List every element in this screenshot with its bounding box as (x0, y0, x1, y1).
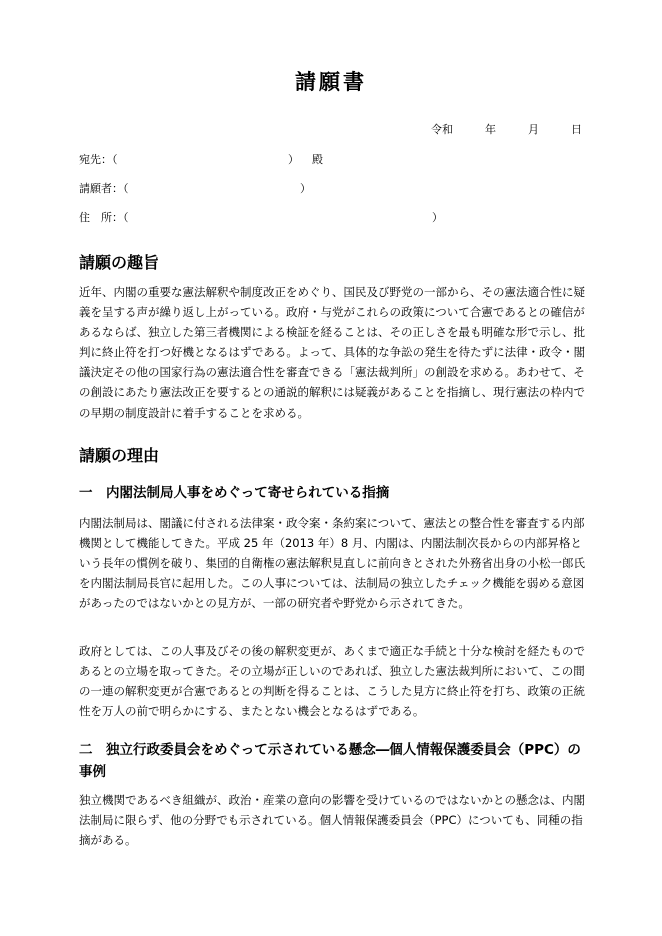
reason2-heading: 二 独立行政委員会をめぐって示されている懸念―個人情報保護委員会（PPC）の事例 (79, 742, 581, 780)
petitioner-label: 請願者：（ (79, 182, 129, 195)
reason1-paragraph1: 内閣法制局は、閣議に付される法律案・政令案・条約案について、憲法との整合性を審査する内部機関として機能してきた。平成 25 年（2013 年）8 月、内閣は、内閣法制次長からの内部昇格という長年の慣例を破り、集団的自衛権の憲法解釈見直しに前向きとされた外務省出身の小松一郎氏を内閣法制局長官に起用した。この人事については、法制局の独立したチェック機能を弱める意図があったのではないかとの見方が、一部の研究者や野党から示されてきた。 (79, 516, 585, 611)
reasons-heading: 請願の理由 (79, 446, 160, 465)
purpose-paragraph: 近年、内閣の重要な憲法解釈や制度改正をめぐり、国民及び野党の一部から、その憲法適合性に疑義を呈する声が繰り返し上がっている。政府・与党がこれらの政策について合憲であるとの確信があるならば、独立した第三者機関による検証を経ることは、その正しさを最も明確な形で示し、批判に終止符を打つ好機となるはずである。よって、具体的な争訟の発生を待たずに法律・政令・閣議決定その他の国家行為の憲法適合性を審査できる「憲法裁判所」の創設を求める。あわせて、その創設にあたり憲法改正を要するとの通説的解釈には疑義があることを指摘し、現行憲法の枠内での早期の制度設計に着手することを求める。 (79, 285, 586, 420)
date-era: 令和 (431, 123, 453, 136)
recipient-suffix: 殿 (312, 153, 323, 166)
address-field (79, 209, 443, 225)
reason1-paragraph2: 政府としては、この人事及びその後の解釈変更が、あくまで適正な手続と十分な検討を経たものであるとの立場を取ってきた。その立場が正しいのであれば、独立した憲法裁判所において、この間の一連の解釈変更が合憲であるとの判断を得ることは、こうした見方に終止符を打ち、政策の正統性を万人の前で明らかにする、またとない機会となるはずである。 (79, 644, 585, 719)
recipient-label: 宛先：（ (79, 153, 118, 166)
recipient-field (79, 151, 323, 167)
recipient-close: ） (288, 153, 299, 166)
date-year: 年 (485, 123, 496, 136)
address-label: 住 所：（ (79, 211, 129, 224)
petitioner-field (79, 180, 311, 196)
date-line (431, 121, 582, 137)
document-title: 請願書 (295, 70, 367, 94)
date-month: 月 (528, 123, 539, 136)
address-close: ） (432, 211, 443, 224)
reason2-paragraph1: 独立機関であるべき組織が、政治・産業の意向の影響を受けているのではないかとの懸念は、内閣法制局に限らず、他の分野でも示されている。個人情報保護委員会（PPC）についても、同種の指摘がある。 (79, 793, 585, 848)
petitioner-close: ） (300, 182, 311, 195)
reason1-heading: 一 内閣法制局人事をめぐって寄せられている指摘 (79, 485, 390, 501)
date-day: 日 (571, 123, 582, 136)
purpose-heading: 請願の趣旨 (79, 253, 160, 272)
